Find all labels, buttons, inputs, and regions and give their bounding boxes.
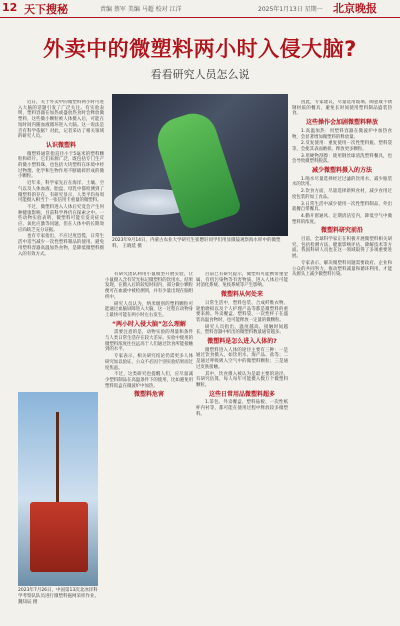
paragraph: 因此，专家建议，尽量选用玻璃、陶瓷或不锈钢材质的餐具，避免长时间使用塑料制品盛装热食。 xyxy=(292,100,392,117)
paragraph: 3.用硬物刮擦：使用钢丝球清洗塑料餐具，也会导致微塑料脱落。 xyxy=(292,153,392,165)
paragraph: 4.勤开窗通风、定期清洁室内，降低空气中微塑料的浓度。 xyxy=(292,213,392,225)
page-number: 12 xyxy=(2,1,18,14)
lab-photo xyxy=(112,94,288,236)
paragraph: 专家表示，相关研究结论仍需更多人体研究加以验证，公众不必因个别实验结果而过度焦虑。 xyxy=(105,354,193,371)
subheading: 微塑料危害 xyxy=(133,391,164,399)
headline: 外卖中的微塑料两小时入侵大脑? xyxy=(43,37,357,61)
article-column-4 xyxy=(292,100,392,624)
paragraph: 研究人员指出，温度越高、接触时间越长，塑料容器中析出的微塑料数量通常越多。 xyxy=(196,324,288,336)
subheading: 认识微塑料 xyxy=(45,141,76,149)
ship-shape xyxy=(30,502,88,572)
paragraph: 不过，微塑料进入人体后究竟会产生何种健康影响，目前科学界仍在探索之中。一些动物实验表明，微塑料可能引发炎症反应、氧化应激等问题，但在人体中的长期效应尚缺乏充分证据。 xyxy=(18,204,104,233)
photo-caption-left: 2023年7月26日，中国第13次北冰洋科学考察队队员进行微塑料拖网采样作业。 魏知辰 摄 xyxy=(18,588,99,605)
subheading: 这些日常用品微塑料超多 xyxy=(208,390,275,398)
subheadline: 看看研究人员怎么说 xyxy=(150,68,250,81)
expedition-photo xyxy=(18,392,98,586)
editors-line: 责编 蔡军 美编 马超 校对 江洋 xyxy=(100,6,182,13)
paragraph: 日常生活中，塑料包装、合成纤维衣物、轮胎磨损以及个人护理产品等都是微塑料的重要来源。外卖餐盒、塑料袋、一次性杯子在盛装高温食物时，也可能释放一定量的微颗粒。 xyxy=(196,300,288,323)
paragraph: 目前已有研究提示，微塑料可能携带重金属、有机污染物等有害物质，进入人体后可能对消化系统、免疫系统等产生影响。 xyxy=(196,272,288,289)
paragraph: 目前，全球科学家正在积极开展微塑料相关研究，包括检测方法、健康影响评估、降解技术等方面。我国科研人员也在这一领域取得了多项重要进展。 xyxy=(292,237,392,260)
issue-date: 2025年1月13日 星期一 xyxy=(258,6,323,13)
article-column-2 xyxy=(105,272,193,624)
subheading: 减少微塑料摄入的方法 xyxy=(311,167,372,175)
section-name: 天下搜秘 xyxy=(24,3,68,16)
paragraph: 也有专家指出，不应过度恐慌，日常生活中适当减少一次性塑料制品的使用、避免用塑料容器高温加热食物，是降低微塑料摄入的有效方式。 xyxy=(18,234,104,257)
subheading: 微塑料从何处来 xyxy=(220,291,263,299)
paragraph: 微塑料进入人体的途径主要有三种：一是通过饮食摄入，如饮用水、海产品、盐等；二是通过呼吸吸入空气中的微塑料颗粒；三是通过皮肤接触。 xyxy=(196,347,288,370)
subheading: 微塑料是怎么进入人体的? xyxy=(207,338,277,346)
subheading: 微塑料研究前沿 xyxy=(320,227,363,235)
photo-caption-top: 2023年9月14日，内蒙古农业大学研究生崔懋轩同学们用显微镜观察海水样中的微塑料。 王晓延 摄 xyxy=(112,238,281,249)
paragraph: 1.喝水尽量选择经过过滤的饮用水，减少瓶装水的饮用。 xyxy=(292,176,392,188)
paragraph: 1.高温加热：用塑料容器在微波炉中加热食物，会显著增加微塑料的释放量。 xyxy=(292,128,392,140)
paragraph: 研究人员认为，纳米级别的塑料颗粒可能通过血脑屏障进入大脑，这一过程在动物身上最快可能在两小时左右发生。 xyxy=(105,301,193,318)
mast-shape xyxy=(56,412,59,504)
intro-paragraph: 近日，关于外卖中的微塑料两小时可进入大脑的话题引发了广泛关注。有实验表明，塑料容器在加热或盛放热食时会释放微塑料，这些微小颗粒被人体摄入后，可能在短时间内随血液循环进入大脑。这一说法是否有科学依据？对此，记者采访了相关领域的研究人员。 xyxy=(18,100,104,140)
paragraph: 专家表示，解决微塑料问题需要政府、企业和公众的共同努力，推动塑料减量和循环利用，才能从源头上减少微塑料污染。 xyxy=(292,260,392,278)
subheading: 这些操作会加剧微塑料释放 xyxy=(305,119,378,127)
paragraph: 2.饮食方面，尽量选择新鲜食材，减少食用过度包装的加工食品。 xyxy=(292,189,392,200)
newspaper-logo: 北京晚报 xyxy=(333,2,377,15)
paragraph: 3.日常生活中减少使用一次性塑料制品，外出就餐自带餐具。 xyxy=(292,201,392,213)
paragraph: 微塑料通常指直径小于5毫米的塑料颗粒和碎片。它们来源广泛，既包括专门生产的微小塑料珠，也包括大块塑料在环境中经过物理、化学和生物作用不断破碎形成的微小颗粒。 xyxy=(18,151,104,180)
paragraph: 1.茶包、外卖餐盒、塑料砧板、一次性纸杯内衬等，都可能在使用过程中释放较多微塑料。 xyxy=(196,400,288,417)
paragraph: 需要注意的是，动物实验的剂量和条件与人类日常生活存在较大差异。实验中使用的微塑料浓度往往远高于人们通过饮食所能接触到的水平。 xyxy=(105,330,193,353)
paragraph: 2.反复使用：重复使用一次性塑料瓶、塑料袋等，会使其表面磨损，释放更多颗粒。 xyxy=(292,141,392,152)
article-column-3 xyxy=(196,272,288,624)
paragraph: 近年来，科学家先后在海洋、土壤、空气以及人体血液、胎盘、母乳中都检测到了微塑料的存在。有研究显示，人类平均每周可能摄入相当于一张信用卡重量的微塑料。 xyxy=(18,181,104,204)
subheading: “两小时入侵大脑”怎么理解 xyxy=(112,320,186,328)
paragraph: 其中，饮食摄入被认为是最主要的途径。有研究估算，每人每年可能摄入数万个微塑料颗粒。 xyxy=(196,371,288,388)
page-header xyxy=(0,0,400,18)
paragraph: 不过，这类研究也提醒人们，应尽量减少塑料制品在高温条件下的使用，比如避免用塑料饭盒在微波炉中加热。 xyxy=(105,372,193,389)
paragraph: 有研究团队利用小鼠模型开展实验，让小鼠摄入含有荧光标记微塑料的饮用水。结果发现，在摄入后的较短时间内，部分微小颗粒便可在血液中被检测到，并有少量出现在脑组织中。 xyxy=(105,272,193,300)
